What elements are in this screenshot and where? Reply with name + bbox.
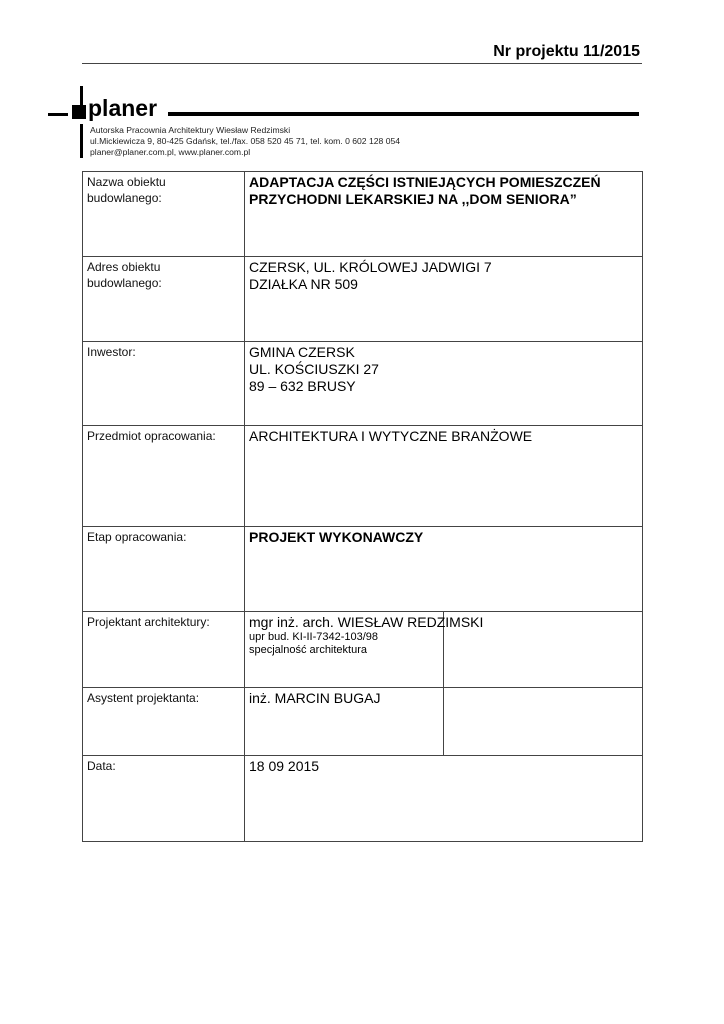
- logo-square-icon: [72, 105, 86, 119]
- value-object-address: CZERSK, UL. KRÓLOWEJ JADWIGI 7 DZIAŁKA NR 509: [245, 257, 643, 342]
- label-stage: Etap opracowania:: [83, 527, 245, 612]
- table-row: [83, 688, 643, 756]
- value-stage: PROJEKT WYKONAWCZY: [245, 527, 643, 612]
- table-row: [83, 342, 643, 426]
- label-subject: Przedmiot opracowania:: [83, 426, 245, 527]
- company-contact: planer@planer.com.pl, www.planer.com.pl: [90, 147, 251, 157]
- company-name: Autorska Pracownia Architektury Wiesław Redzimski: [90, 125, 291, 135]
- label-date: Data:: [83, 756, 245, 842]
- value-subject: ARCHITEKTURA I WYTYCZNE BRANŻOWE: [245, 426, 643, 527]
- logo-bar-top: [80, 86, 83, 106]
- logo-dash: [48, 113, 68, 116]
- table-row: [83, 172, 643, 257]
- project-info-table: [82, 171, 643, 842]
- value-date: 18 09 2015: [245, 756, 643, 842]
- label-architect: Projektant architektury:: [83, 612, 245, 688]
- company-street: ul.Mickiewicza 9, 80-425 Gdańsk, tel./fax. 058 520 45 71, tel. kom. 0 602 128 054: [90, 136, 401, 146]
- label-investor: Inwestor:: [83, 342, 245, 426]
- label-object-name: Nazwa obiektu budowlanego:: [83, 172, 245, 257]
- signature-cell-assistant: [444, 688, 643, 756]
- table-row: [83, 612, 643, 688]
- label-assistant: Asystent projektanta:: [83, 688, 245, 756]
- value-architect: mgr inż. arch. WIESŁAW REDZIMSKI upr bud. KI-II-7342-103/98 specjalność architektura: [245, 612, 444, 688]
- company-address: [90, 125, 400, 158]
- table-row: [83, 527, 643, 612]
- value-object-name: ADAPTACJA CZĘŚCI ISTNIEJĄCYCH POMIESZCZEŃ PRZYCHODNI LEKARSKIEJ NA ,,DOM SENIORA”: [245, 172, 643, 257]
- label-object-address: Adres obiektu budowlanego:: [83, 257, 245, 342]
- logo-word: planer: [88, 95, 158, 121]
- value-investor: GMINA CZERSK UL. KOŚCIUSZKI 27 89 – 632 BRUSY: [245, 342, 643, 426]
- logo-line: [168, 112, 639, 116]
- table-row: [83, 756, 643, 842]
- logo-bar-bottom: [80, 124, 83, 158]
- value-assistant: inż. MARCIN BUGAJ: [245, 688, 444, 756]
- table-row: [83, 257, 643, 342]
- project-number: Nr projektu 11/2015: [493, 43, 640, 60]
- header-rule: [82, 63, 642, 64]
- table-row: [83, 426, 643, 527]
